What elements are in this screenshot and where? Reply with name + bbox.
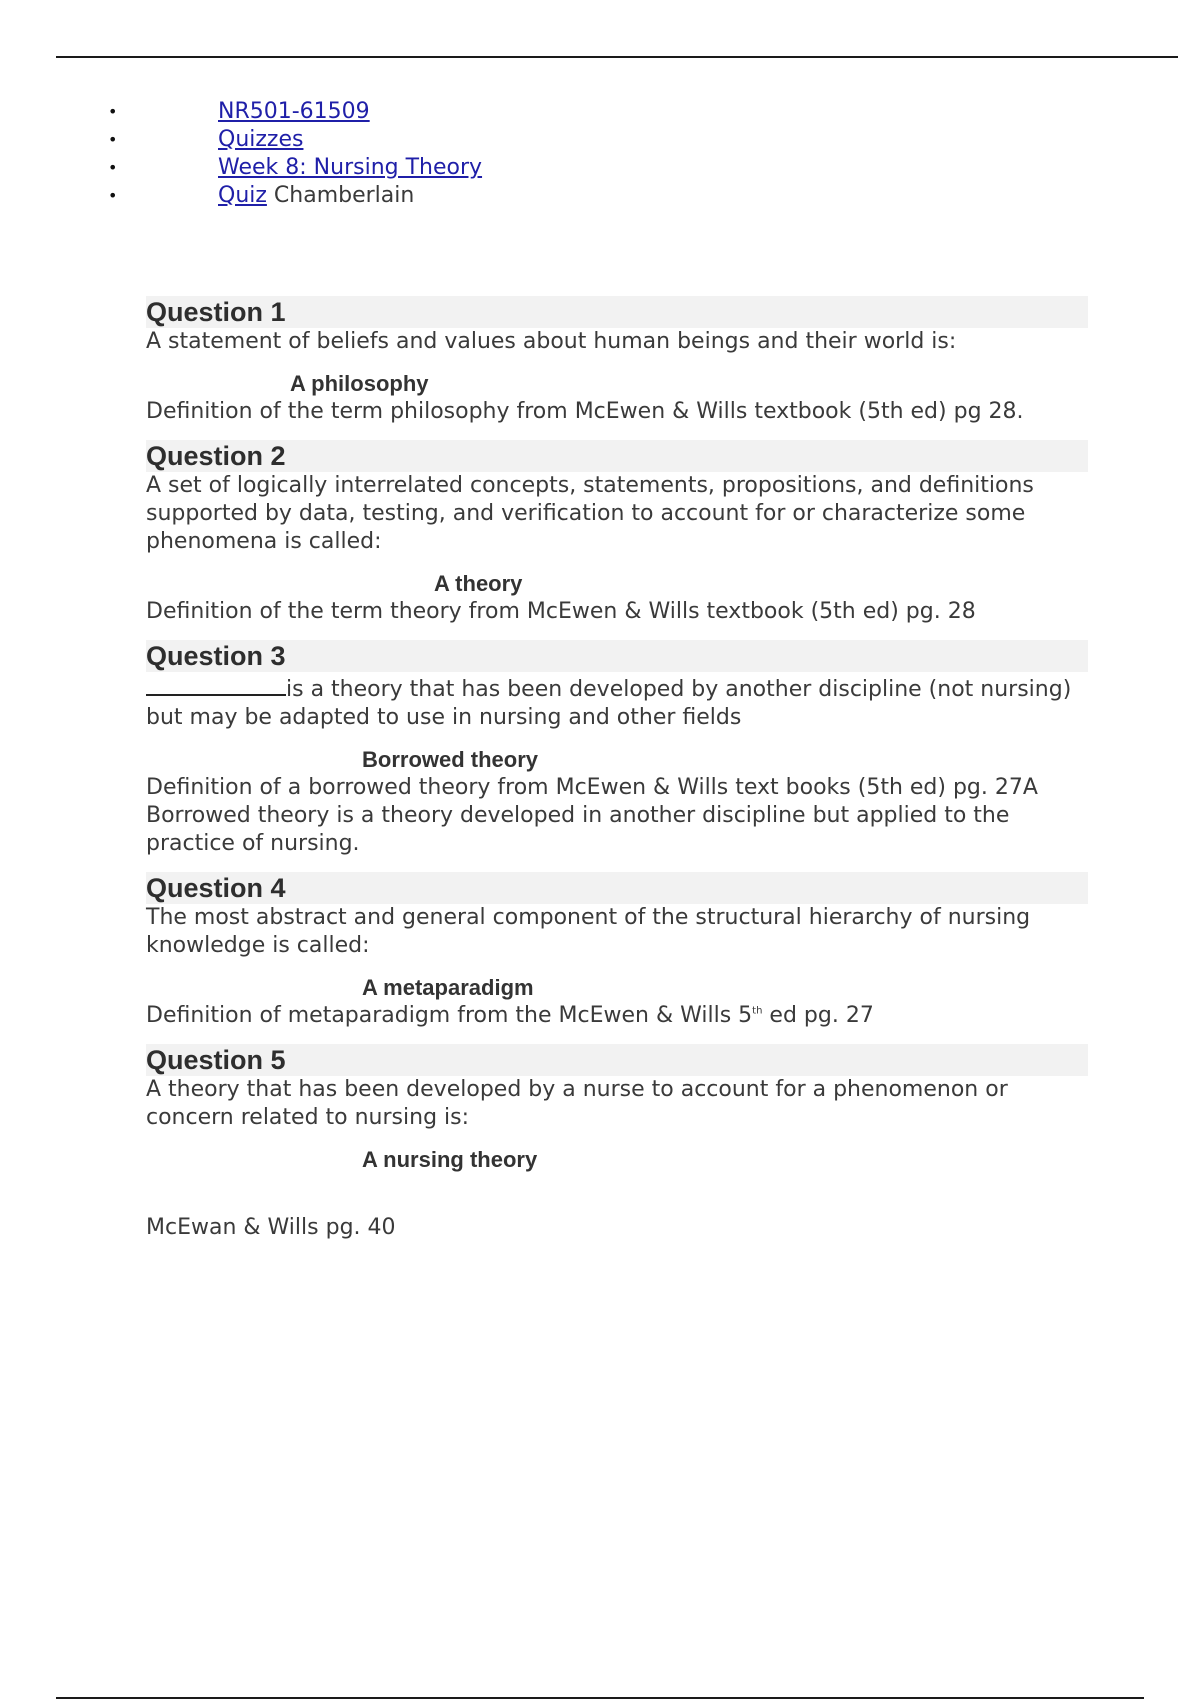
bullet-icon: • bbox=[108, 186, 118, 205]
bottom-rule bbox=[56, 1697, 1144, 1699]
quizzes-link[interactable]: Quizzes bbox=[218, 127, 304, 152]
answer-text: A metaparadigm bbox=[362, 975, 534, 1000]
question-2 bbox=[146, 440, 1088, 626]
question-heading: Question 3 bbox=[146, 640, 1088, 672]
feedback-text bbox=[146, 1002, 1088, 1030]
question-text: The most abstract and general component of the structural hierarchy of nursing knowledge is called: bbox=[146, 905, 1031, 958]
quiz-content bbox=[146, 296, 1088, 1256]
question-text: A statement of beliefs and values about human beings and their world is: bbox=[146, 329, 957, 354]
answer-text: Borrowed theory bbox=[362, 747, 539, 772]
feedback-text-end: ed pg. 27 bbox=[762, 1003, 874, 1028]
feedback-text: Definition of the term philosophy from McEwen & Wills textbook (5th ed) pg 28. bbox=[146, 399, 1024, 424]
answer-text: A theory bbox=[434, 571, 523, 596]
question-1 bbox=[146, 296, 1088, 426]
question-text: is a theory that has been developed by another discipline (not nursing) but may be adapted to use in nursing and other fields bbox=[146, 677, 1072, 730]
quiz-link[interactable]: Quiz bbox=[218, 183, 267, 208]
course-link[interactable]: NR501-61509 bbox=[218, 99, 370, 124]
feedback-superscript: th bbox=[752, 1005, 763, 1017]
feedback-text: McEwan & Wills pg. 40 bbox=[146, 1215, 396, 1240]
fill-in-blank bbox=[146, 672, 286, 696]
question-heading: Question 5 bbox=[146, 1044, 1088, 1076]
bullet-icon: • bbox=[108, 158, 118, 177]
breadcrumb-item-course bbox=[108, 98, 482, 126]
breadcrumb-item-week bbox=[108, 154, 482, 182]
top-rule bbox=[56, 56, 1178, 58]
question-heading: Question 2 bbox=[146, 440, 1088, 472]
question-3 bbox=[146, 640, 1088, 858]
question-text: A set of logically interrelated concepts, statements, propositions, and definitions supported by data, testing, and verification to account for or characterize some phenomena is called: bbox=[146, 473, 1034, 554]
breadcrumb bbox=[108, 98, 482, 210]
feedback-text: Definition of a borrowed theory from McEwen & Wills text books (5th ed) pg. 27A Borrowed theory is a theory developed in another discipline but applied to the practice of nursing. bbox=[146, 775, 1038, 856]
question-heading: Question 4 bbox=[146, 872, 1088, 904]
breadcrumb-item-quiz bbox=[108, 182, 482, 210]
question-4 bbox=[146, 872, 1088, 1030]
answer-text: A nursing theory bbox=[362, 1147, 538, 1172]
bullet-icon: • bbox=[108, 130, 118, 149]
question-5 bbox=[146, 1044, 1088, 1242]
question-text-wrap bbox=[146, 672, 1088, 732]
bullet-icon: • bbox=[108, 102, 118, 121]
answer-text: A philosophy bbox=[290, 371, 429, 396]
question-text: A theory that has been developed by a nurse to account for a phenomenon or concern related to nursing is: bbox=[146, 1077, 1008, 1130]
breadcrumb-tail-text: Chamberlain bbox=[266, 183, 415, 208]
feedback-text-main: Definition of metaparadigm from the McEwen & Wills 5 bbox=[146, 1003, 753, 1028]
breadcrumb-item-quizzes bbox=[108, 126, 482, 154]
week-link[interactable]: Week 8: Nursing Theory bbox=[218, 155, 483, 180]
spacer bbox=[146, 1174, 1088, 1214]
question-heading: Question 1 bbox=[146, 296, 1088, 328]
feedback-text: Definition of the term theory from McEwen & Wills textbook (5th ed) pg. 28 bbox=[146, 599, 976, 624]
